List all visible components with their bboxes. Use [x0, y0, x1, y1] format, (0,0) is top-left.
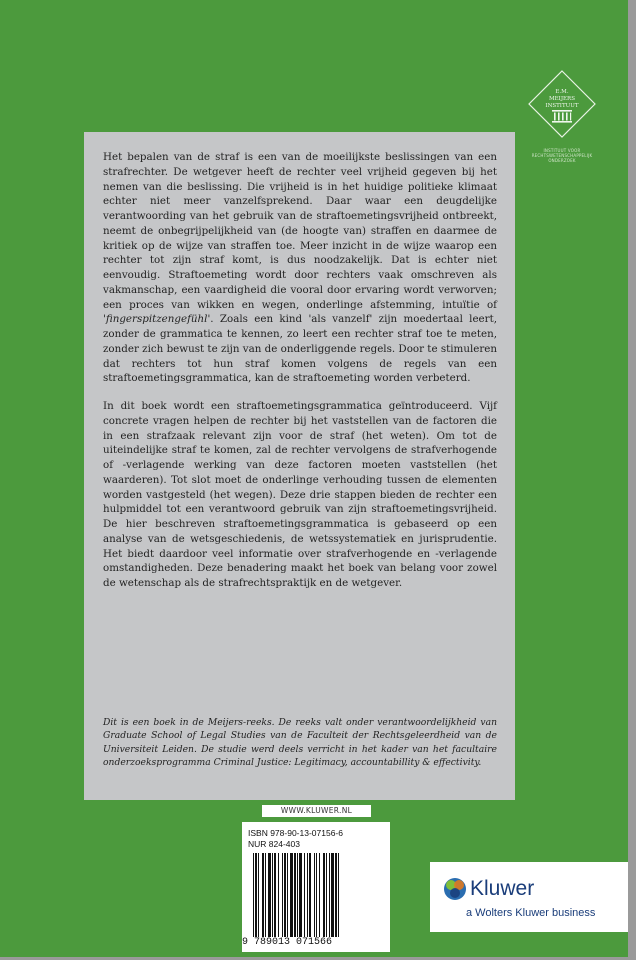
logo-line2: INSTITUUT	[545, 103, 579, 109]
logo-top-text: E.M.	[555, 89, 569, 95]
kluwer-globe-icon	[442, 876, 468, 902]
book-edge	[628, 0, 636, 960]
website-label: WWW.KLUWER.NL	[262, 805, 371, 817]
columns-icon	[552, 110, 572, 123]
blurb-paragraph-1: Het bepalen van de straf is een van de moeilijkste beslissingen van een strafrechter. De wetgever heeft de rechter veel vrijheid gegeven bij het nemen van die beslissing. Die vrijheid is in het huidige politieke klimaat echter niet meer vanzelfsprekend. Daar waar een deugdelijke verantwoording van het gebruik van de straftoemetingsvrijheid ontbreekt, neemt de onbegrijpelijkheid van (de hoogte van) straffen en daarmee de kritiek op de wijze van straffen toe. Meer inzicht in de wijze waarop een rechter tot zijn straf komt, is dus noodzakelijk. Dat is echter niet eenvoudig. Straftoemeting wordt door rechters vaak omschreven als vakmanschap, een vaardigheid die vooral door ervaring wordt verworven; een proces van wikken en wegen, onderlinge afstemming, intuïtie of 'fingerspitzengefühl'. Zoals een kind 'als vanzelf' zijn moedertaal leert, zonder de grammatica te kennen, zo leert een rechter straf toe te meten, zonder zich bewust te zijn van de onderliggende regels. Door te stimuleren dat rechters tot hun straf komen volgens de regels van een straftoemetingsgrammatica, kan de straftoemeting worden verbeterd.	[103, 151, 497, 385]
barcode-label	[242, 822, 390, 952]
blurb-text	[103, 150, 497, 591]
publisher-name: Kluwer	[470, 877, 535, 900]
barcode-bars	[253, 853, 379, 937]
publisher-tagline: a Wolters Kluwer business	[466, 907, 596, 919]
isbn-text: ISBN 978-90-13-07156-6	[248, 828, 343, 838]
blurb-paragraph-2: In dit boek wordt een straftoemetingsgrammatica geïntroduceerd. Vijf concrete vragen helpen de rechter bij het vaststellen van de factoren die in een strafzaak relevant zijn voor de straf (het weten). Om tot de uiteindelijke straf te komen, zal de rechter vervolgens de strafverhogende of -verlagende werking van deze factoren moeten vaststellen (het waarderen). Tot slot moet de onderlinge verhouding tussen de elementen worden vastgesteld (het wegen). Deze drie stappen bieden de rechter een hulpmiddel tot een verantwoord gebruik van zijn straftoemetingsvrijheid. De hier beschreven straftoemetingsgrammatica is gebaseerd op een analyse van de wetsgeschiedenis, de wetssystematiek en jurisprudentie. Het biedt daardoor veel informatie over strafverhogende en -verlagende omstandigheden. Deze benadering maakt het boek van belang voor zowel de wetenschap als de strafrechtspraktijk en de wetgever.	[103, 400, 497, 589]
nur-text: NUR 824-403	[248, 839, 300, 849]
series-note: Dit is een boek in de Meijers-reeks. De reeks valt onder verantwoordelijkheid van Graduate School of Legal Studies van de Faculteit der Rechtsgeleerdheid van de Universiteit Leiden. De studie werd deels verricht in het kader van het facultaire onderzoeksprogramma Criminal Justice: Legitimacy, accountabillity & effectivity.	[103, 717, 497, 768]
logo-subtitle: INSTITUUT VOOR RECHTSWETENSCHAPPELIJK ONDERZOEK	[531, 148, 593, 163]
meijers-instituut-logo	[528, 70, 596, 138]
barcode-digits: 9 789013 071566	[242, 937, 333, 948]
publisher-logo-box	[430, 862, 628, 932]
logo-line1: MEIJERS	[549, 96, 575, 102]
